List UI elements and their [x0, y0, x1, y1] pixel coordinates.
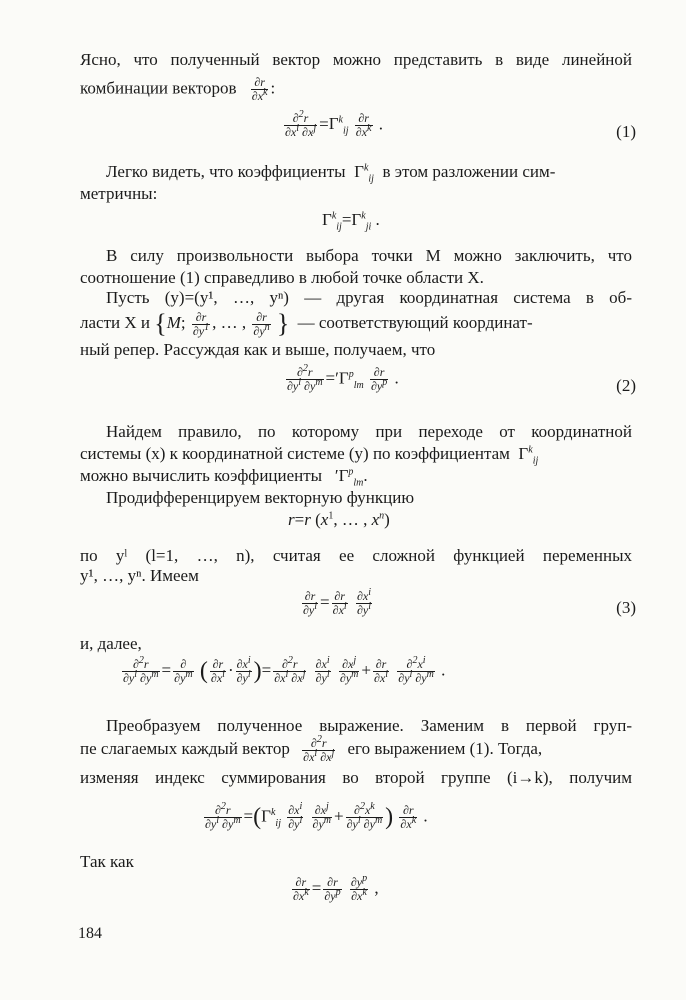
equation: $\frac{\partial r}{\partial y^l}$ = $\frac{\partial r}{\partial x^i}$ $\frac{\partial x^i}{\partial y^l}$ — [303, 587, 371, 617]
text-line: Продифференцируем векторную функцию — [106, 488, 415, 507]
text-line: ласти X и {M; $\frac{\partial r}{\partial y^1}$ , … , $\frac{\partial r}{\partial y^n}$ } — соответствующий координат- — [80, 309, 533, 339]
equation: $\frac{\partial^2r}{\partial y^l \partial y^m}$ $='\Gamma^p_{lm}$ $\frac{\partial r}{\partial y^p}$ . — [287, 363, 399, 393]
text-line: В силу произвольности выбора точки M можно заключить, что — [106, 246, 632, 265]
equation-number: (1) — [616, 122, 636, 141]
text-line: Найдем правило, по которому при переходе от координатной — [106, 422, 632, 441]
text-line: комбинации векторов $\frac{\partial r}{\partial x^k}$ : — [80, 75, 276, 103]
text-line: Пусть (y)=(y¹, …, yⁿ) — другая координатная система в об- — [106, 288, 632, 307]
equation: $\Gamma^k_{ij}=\Gamma^k_{ji}$ . — [322, 210, 380, 233]
equation: $\frac{\partial^2r}{\partial y^l \partial y^m}$ = $\frac{\partial}{\partial y^m}$ ( $\frac{\partial r}{\partial x^i}$ · $\frac{\partial x^i}{\partial y^l}$ )= $\frac{\partial^2r}{\partial x^i \partial x^j}$ $\frac{\partial x^i}{\partial y^l}$ $\frac{\partial x^j}{\partial y^m}$ + $\frac{\partial r}{\partial x^i}$ $\frac{\partial^2x^i}{\partial y^l \partial y^m}$ . — [123, 655, 446, 685]
text-line: Преобразуем полученное выражение. Заменим в первой груп- — [106, 716, 632, 735]
text-line: по yˡ (l=1, …, n), считая ее сложной функцией переменных — [80, 546, 632, 565]
equation: $\frac{\partial^2r}{\partial y^l \partial y^m}$ $=(\Gamma^k_{ij}$ $\frac{\partial x^i}{\partial y^l}$ $\frac{\partial x^j}{\partial y^m}$ + $\frac{\partial^2x^k}{\partial y^l \partial y^m}$ ) $\frac{\partial r}{\partial x^k}$ . — [205, 801, 428, 831]
text-line: y¹, …, yⁿ. Имеем — [80, 566, 199, 585]
text-line: и, далее, — [80, 634, 142, 653]
text-line: Ясно, что полученный вектор можно представить в виде линейной — [80, 50, 632, 69]
text-line: Так как — [80, 852, 134, 871]
text-line: ный репер. Рассуждая как и выше, получаем, что — [80, 340, 436, 359]
text-line: Легко видеть, что коэффициенты $\Gamma^k_{ij}$ в этом разложении сим- — [106, 162, 556, 185]
text-line: пе слагаемых каждый вектор $\frac{\partial^2r}{\partial x^i \partial x^j}$ его выражением (1). Тогда, — [80, 733, 543, 764]
equation: $\frac{\partial r}{\partial x^k}$ = $\frac{\partial r}{\partial y^p}$ $\frac{\partial y^p}{\partial x^k}$ , — [293, 873, 379, 903]
equation: r=r ($x^1$, … , $x^n$) — [288, 510, 390, 529]
text-line: можно вычислить коэффициенты $'\Gamma^p_{lm}$. — [80, 466, 368, 489]
text-line: изменяя индекс суммирования во второй группе (i→k), получим — [80, 768, 632, 787]
equation-number: (3) — [616, 598, 636, 617]
text-line: системы (x) к координатной системе (y) по коэффициентам $\Gamma^k_{ij}$ — [80, 444, 539, 467]
text-line: метричны: — [80, 184, 158, 203]
equation: $\frac{\partial^2r}{\partial x^i \partial x^j}$ $=\Gamma^k_{ij}$ $\frac{\partial r}{\partial x^k}$ . — [285, 109, 383, 139]
equation-number: (2) — [616, 376, 636, 395]
page-number: 184 — [78, 925, 102, 942]
text-line: соотношение (1) справедливо в любой точке области X. — [80, 268, 484, 287]
